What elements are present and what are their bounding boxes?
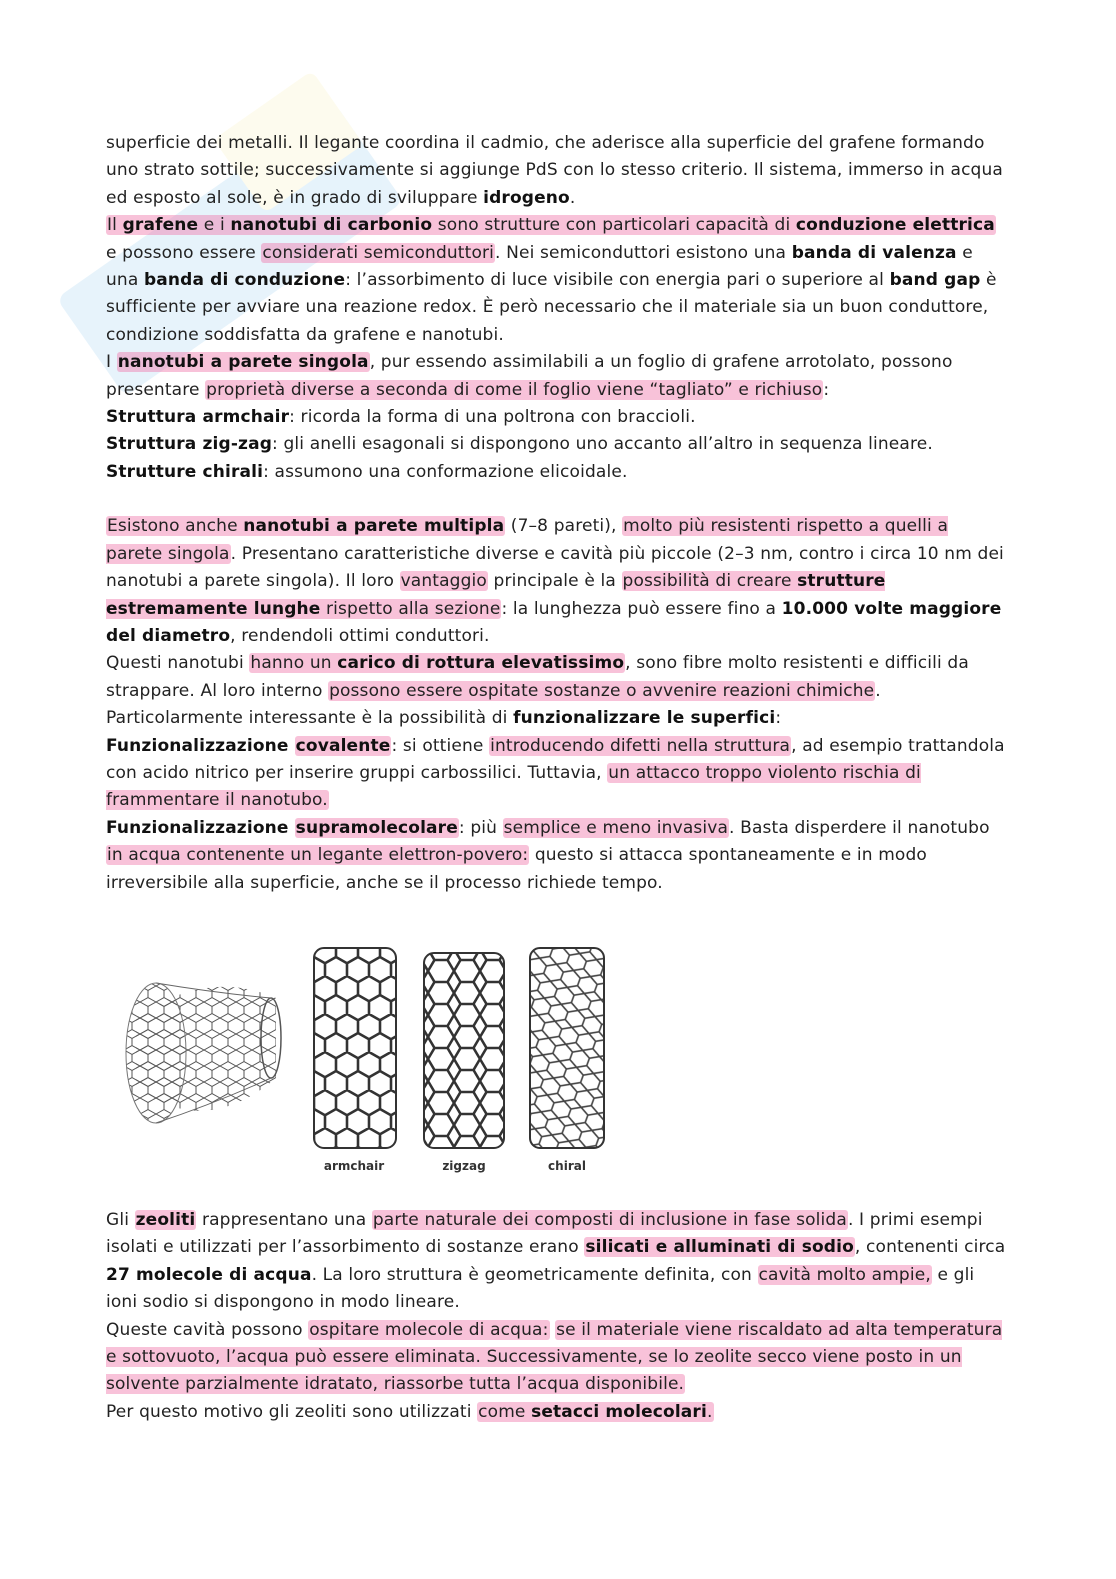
list-item-chiral bbox=[106, 459, 1006, 486]
text: hanno un bbox=[250, 653, 338, 674]
highlight: se il materiale viene riscaldato ad alta temperatura e sottovuoto, l’acqua può essere eliminata. Successivamente, se lo zeolite secco viene posto in un solvente parzialmente idratato, riassorbe tutta l’acqua disponibile. bbox=[106, 1319, 1003, 1395]
bold-term: Strutture chirali bbox=[106, 461, 264, 482]
text: , contenenti circa bbox=[854, 1237, 1006, 1258]
bold-term: conduzione elettrica bbox=[795, 215, 995, 236]
text: : si ottiene bbox=[391, 735, 490, 756]
highlight: cavità molto ampie, bbox=[758, 1264, 931, 1285]
bold-term: nanotubi di carbonio bbox=[230, 215, 433, 236]
bold-term: banda di valenza bbox=[791, 242, 957, 263]
document-body bbox=[106, 130, 1006, 897]
text: I bbox=[106, 352, 117, 373]
text: (7–8 pareti), bbox=[505, 516, 623, 537]
highlight: semplice e meno invasiva bbox=[503, 817, 729, 838]
list-item-zigzag bbox=[106, 431, 1006, 458]
paragraph-strength bbox=[106, 650, 1006, 732]
text: . Presentano caratteristiche diverse e cavità più piccole (2–3 nm, contro i circa 10 nm dei nanotubi a parete singola). Il loro bbox=[106, 543, 1004, 592]
text: Questi nanotubi bbox=[106, 653, 250, 674]
highlight: un attacco troppo violento rischia di frammentare il nanotubo. bbox=[106, 762, 921, 811]
bold-term: banda di conduzione bbox=[143, 270, 346, 291]
text: è sufficiente per avviare una reazione redox. È però necessario che il materiale sia un buon conduttore, condizione soddisfatta da grafene e nanotubi. bbox=[106, 270, 997, 345]
bold-term: band gap bbox=[889, 270, 981, 291]
highlight bbox=[249, 653, 625, 673]
highlight bbox=[106, 516, 505, 536]
bold-term: nanotubi a parete singola bbox=[117, 352, 369, 373]
list-item-armchair bbox=[106, 404, 1006, 431]
paragraph-covalent bbox=[106, 733, 1006, 815]
text: Esistono anche bbox=[107, 516, 244, 537]
text: . Particolarmente interessante è la possibilità di bbox=[106, 680, 881, 729]
highlight: vantaggio bbox=[400, 571, 487, 592]
text: : più bbox=[458, 817, 503, 838]
label-chiral: chiral bbox=[548, 1159, 586, 1173]
text: . bbox=[569, 187, 576, 208]
nanotube-figure bbox=[116, 938, 616, 1188]
text: : gli anelli esagonali si dispongono uno accanto all’altro in sequenza lineare. bbox=[272, 434, 933, 455]
text: superficie dei metalli. Il legante coordina il cadmio, che aderisce alla superficie del grafene formando uno strato sottile; successivamente si aggiunge PdS con lo stesso criterio. Il sistema, immerso in acqua ed esposto al sole, è in grado di sviluppare bbox=[106, 133, 1003, 208]
highlight: considerati semiconduttori bbox=[262, 242, 495, 263]
highlight bbox=[106, 215, 996, 235]
text: possibilità di creare bbox=[622, 571, 798, 592]
bold-term: 27 molecole di acqua bbox=[106, 1264, 312, 1285]
bold-term: idrogeno bbox=[483, 187, 570, 208]
text: . Basta disperdere il nanotubo bbox=[729, 817, 990, 838]
paragraph-single-wall bbox=[106, 349, 1006, 404]
bold-term: grafene bbox=[122, 215, 199, 236]
text: : ricorda la forma di una poltrona con braccioli. bbox=[289, 407, 696, 428]
text: , rendendoli ottimi conduttori. bbox=[230, 625, 490, 646]
text: questo si attacca spontaneamente e in modo irreversibile alla superficie, anche se il processo richiede tempo. bbox=[106, 845, 927, 893]
highlight: parte naturale dei composti di inclusione in fase solida bbox=[372, 1210, 847, 1230]
bold-term: nanotubi a parete multipla bbox=[243, 516, 505, 537]
text: Gli bbox=[106, 1210, 135, 1230]
text: : l’assorbimento di luce visibile con energia pari o superiore al bbox=[345, 270, 890, 291]
zigzag-nanotube-image bbox=[424, 953, 504, 1148]
highlight: introducendo difetti nella struttura bbox=[490, 735, 791, 756]
text: Queste cavità possono bbox=[106, 1319, 309, 1340]
text: e possono essere bbox=[106, 242, 262, 263]
bold-term: covalente bbox=[295, 735, 391, 756]
text: : assumono una conformazione elicoidale. bbox=[263, 461, 628, 482]
label-armchair: armchair bbox=[323, 1159, 385, 1173]
text: : bbox=[775, 708, 782, 729]
paragraph-supramolecular bbox=[106, 815, 1006, 897]
text: . I primi esempi isolati e utilizzati per l’assorbimento di sostanze erano bbox=[106, 1210, 983, 1258]
paragraph-molecular-sieves bbox=[106, 1399, 1006, 1426]
bold-term: funzionalizzare le superfici bbox=[513, 708, 776, 729]
armchair-nanotube-image bbox=[314, 948, 396, 1148]
bold-term: 10.000 volte maggiore del diametro bbox=[106, 598, 1002, 646]
text: Il bbox=[107, 215, 123, 236]
text: . Nei semiconduttori esistono una bbox=[495, 242, 792, 263]
highlight: ospitare molecole di acqua: bbox=[309, 1319, 549, 1340]
document-body-zeolites bbox=[106, 1207, 1006, 1426]
paragraph-semiconductors bbox=[106, 212, 1006, 349]
text: sono strutture con particolari capacità di bbox=[432, 215, 796, 236]
text: principale è la bbox=[487, 571, 622, 592]
paragraph-graphene-intro bbox=[106, 130, 1006, 212]
highlight bbox=[477, 1402, 713, 1422]
highlight: molto più resistenti rispetto a quelli a parete singola bbox=[106, 516, 949, 564]
bold-term: supramolecolare bbox=[295, 817, 458, 838]
text: Per questo motivo gli zeoliti sono utilizzati bbox=[106, 1401, 478, 1422]
text: e una bbox=[106, 242, 973, 291]
highlight: in acqua contenente un legante elettron-povero: bbox=[107, 845, 529, 866]
text: : la lunghezza può essere fino a bbox=[501, 598, 782, 619]
paragraph-cavities bbox=[106, 1317, 1006, 1399]
bold-term: Funzionalizzazione bbox=[106, 735, 295, 756]
paragraph-zeolites bbox=[106, 1207, 1006, 1317]
bold-term: Struttura zig-zag bbox=[106, 434, 273, 455]
text: , pur essendo assimilabili a un foglio di grafene arrotolato, possono presentare bbox=[106, 352, 953, 400]
bold-term: silicati e alluminati di sodio bbox=[585, 1237, 854, 1258]
bold-term: strutture estremamente lunghe bbox=[106, 571, 886, 619]
bold-term: Funzionalizzazione bbox=[106, 817, 295, 838]
bold-term: Struttura armchair bbox=[106, 407, 290, 428]
bold-term: zeoliti bbox=[135, 1210, 196, 1230]
bold-term: setacci molecolari bbox=[531, 1401, 707, 1422]
text: : bbox=[823, 379, 830, 400]
label-zigzag: zigzag bbox=[442, 1159, 486, 1173]
text: rappresentano una bbox=[196, 1210, 372, 1230]
paragraph-multi-wall bbox=[106, 513, 1006, 650]
text: . La loro struttura è geometricamente definita, con bbox=[311, 1264, 758, 1285]
bold-term: carico di rottura elevatissimo bbox=[337, 653, 625, 674]
highlight: possono essere ospitate sostanze o avvenire reazioni chimiche bbox=[329, 680, 875, 701]
highlight: proprietà diverse a seconda di come il foglio viene “tagliato” e richiuso bbox=[206, 379, 823, 400]
text: , ad esempio trattandola con acido nitrico per inserire gruppi carbossilici. Tuttavia, bbox=[106, 735, 1005, 783]
chiral-nanotube-image bbox=[530, 948, 604, 1148]
text: , sono fibre molto resistenti e difficili da strappare. Al loro interno bbox=[106, 653, 969, 701]
text: e i bbox=[198, 215, 231, 236]
text: e gli ioni sodio si dispongono in modo lineare. bbox=[106, 1264, 975, 1313]
text: . bbox=[706, 1401, 713, 1422]
text: rispetto alla sezione bbox=[320, 598, 501, 619]
text: come bbox=[478, 1401, 532, 1422]
perspective-nanotube-image bbox=[126, 983, 281, 1123]
